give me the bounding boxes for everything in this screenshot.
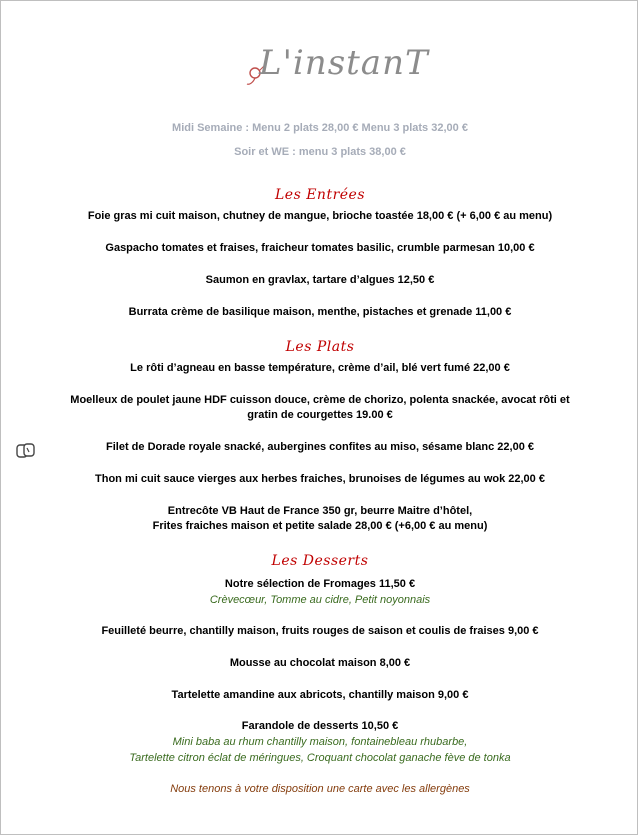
section-title-entrees: Les Entrées — [274, 187, 366, 203]
logo-text: L'instanT — [259, 43, 429, 83]
menu-item-foie-gras: Foie gras mi cuit maison, chutney de mangue, brioche toastée 18,00 € (+ 6,00 € au menu) — [87, 210, 553, 222]
menu-item-gaspacho: Gaspacho tomates et fraises, fraicheur tomates basilic, crumble parmesan 10,00 € — [105, 242, 535, 254]
menu-item-entrecote-line1: Entrecôte VB Haut de France 350 gr, beurre Maitre d’hôtel, — [167, 505, 473, 517]
restaurant-logo — [241, 41, 429, 97]
menu-item-farandole-detail-line1: Mini baba au rhum chantilly maison, fontainebleau rhubarbe, — [172, 736, 468, 748]
menu-item-fromages: Notre sélection de Fromages 11,50 € — [224, 578, 416, 590]
menu-item-mousse: Mousse au chocolat maison 8,00 € — [229, 657, 411, 669]
menu-item-saumon: Saumon en gravlax, tartare d’algues 12,50 € — [205, 274, 435, 286]
menu-item-thon: Thon mi cuit sauce vierges aux herbes fraiches, brunoises de légumes au wok 22,00 € — [95, 473, 545, 485]
menu-item-burrata: Burrata crème de basilique maison, menthe, pistaches et grenade 11,00 € — [128, 306, 512, 318]
menu-item-poulet-line1: Moelleux de poulet jaune HDF cuisson douce, crème de chorizo, polenta snackée, avocat rôti et — [70, 394, 570, 406]
menu-item-poulet-line2: gratin de courgettes 19.00 € — [247, 409, 393, 421]
section-title-plats: Les Plats — [285, 339, 355, 355]
allergens-note: Nous tenons à votre disposition une carte avec les allergènes — [170, 783, 470, 795]
promo-line-lunch: Midi Semaine : Menu 2 plats 28,00 € Menu 3 plats 32,00 € — [172, 122, 468, 134]
section-title-desserts: Les Desserts — [271, 553, 369, 569]
menu-item-entrecote-line2: Frites fraiches maison et petite salade 28,00 € (+6,00 € au menu) — [152, 520, 488, 532]
menu-item-farandole-detail-line2: Tartelette citron éclat de méringues, Croquant chocolat ganache fève de tonka — [129, 752, 511, 764]
menu-item-feuillete: Feuilleté beurre, chantilly maison, fruits rouges de saison et coulis de fraises 9,00 € — [101, 625, 539, 637]
menu-item-fromages-detail: Crèvecœur, Tomme au cidre, Petit noyonnais — [209, 594, 431, 606]
menu-item-farandole: Farandole de desserts 10,50 € — [241, 720, 399, 732]
promo-line-evening: Soir et WE : menu 3 plats 38,00 € — [234, 146, 406, 158]
menu-item-tartelette: Tartelette amandine aux abricots, chantilly maison 9,00 € — [171, 689, 469, 701]
menu-item-dorade: Filet de Dorade royale snacké, aubergines confites au miso, sésame blanc 22,00 € — [106, 441, 534, 453]
menu-item-agneau: Le rôti d’agneau en basse température, crème d’ail, blé vert fumé 22,00 € — [130, 362, 510, 374]
